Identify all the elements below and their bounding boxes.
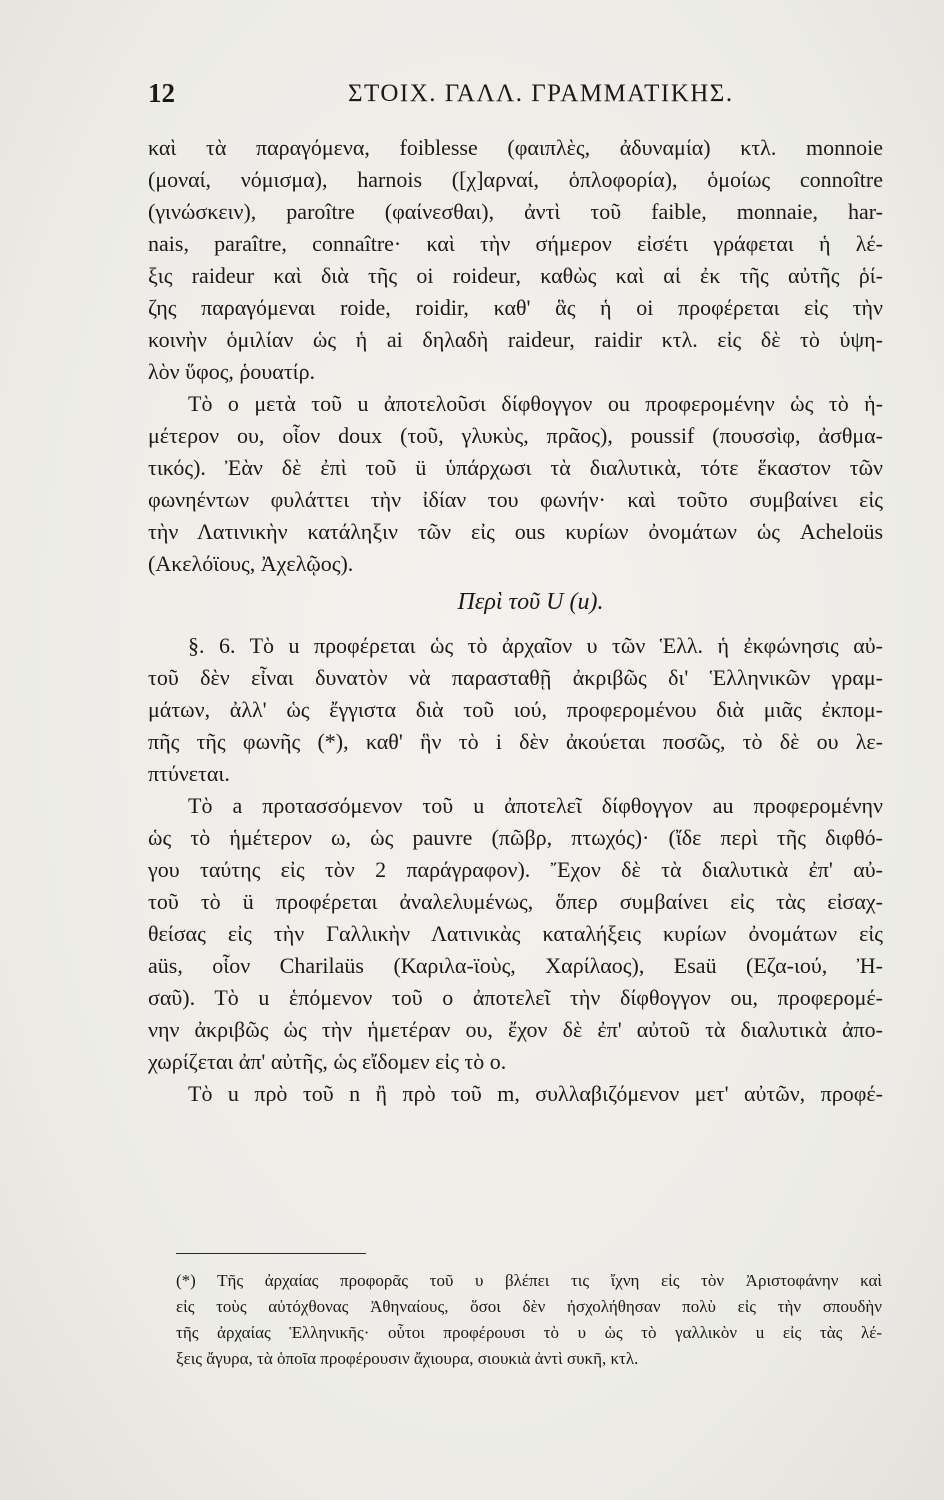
text-line: aüs, οἷον Charilaüs (Καριλα-ϊοὺς, Χαρίλαος), Esaü (Εζα-ιού, Ἠ-	[148, 953, 883, 978]
text-line: τοῦ δὲν εἶναι δυνατὸν νὰ παρασταθῇ ἀκριβῶς δι' Ἑλληνικῶν γραμ-	[148, 665, 883, 690]
text-line: κοινὴν ὁμιλίαν ὡς ἡ ai δηλαδὴ raideur, raidir κτλ. εἰς δὲ τὸ ὑψη-	[148, 327, 883, 352]
text-line: καὶ τὰ παραγόμενα, foiblesse (φαιπλὲς, ἀδυναμία) κτλ. monnoie	[148, 135, 883, 160]
text-line: τικός). Ἐὰν δὲ ἐπὶ τοῦ ü ὑπάρχωσι τὰ διαλυτικὰ, τότε ἕκαστον τῶν	[148, 455, 883, 480]
spacer	[148, 618, 883, 630]
page-header	[148, 78, 848, 118]
text-line: ξις raideur καὶ διὰ τῆς oi roideur, καθὼς καὶ αἱ ἐκ τῆς αὐτῆς ῥί-	[148, 263, 883, 288]
text-line: πτύνεται.	[148, 761, 230, 786]
text-line: Τὸ o μετὰ τοῦ u ἀποτελοῦσι δίφθογγον ou προφερομένην ὡς τὸ ἡ-	[188, 391, 883, 416]
footnote	[176, 1268, 882, 1372]
footnote-divider	[176, 1253, 366, 1254]
text-line: (μοναί, νόμισμα), harnois ([χ]αρναί, ὁπλοφορία), ὁμοίως connoître	[148, 167, 883, 192]
text-line: §. 6. Τὸ u προφέρεται ὡς τὸ ἀρχαῖον υ τῶν Ἑλλ. ἡ ἐκφώνησις αὐ-	[188, 633, 883, 658]
text-line: θείσας εἰς τὴν Γαλλικὴν Λατινικὰς καταλήξεις κυρίων ὀνομάτων εἰς	[148, 921, 883, 946]
text-line: μέτερον ου, οἷον doux (τοῦ, γλυκὺς, πρᾶος), poussif (πουσσὶφ, ἀσθμα-	[148, 423, 883, 448]
text-line: (γινώσκειν), paroître (φαίνεσθαι), ἀντὶ τοῦ faible, monnaie, har-	[148, 199, 883, 224]
text-line: ὡς τὸ ἡμέτερον ω, ὡς pauvre (πῶβρ, πτωχός)· (ἴδε περὶ τῆς διφθό-	[148, 825, 883, 850]
text-line: λὸν ὕφος, ῥουατίρ.	[148, 359, 316, 384]
text-line: γου ταύτης εἰς τὸν 2 παράγραφον). Ἔχον δὲ τὰ διαλυτικὰ ἐπ' αὐ-	[148, 857, 883, 882]
text-line: φωνηέντων φυλάττει τὴν ἰδίαν του φωνήν· καὶ τοῦτο συμβαίνει εἰς	[148, 487, 883, 512]
section-title: Περὶ τοῦ U (u).	[457, 589, 604, 615]
text-line: τὴν Λατινικὴν κατάληξιν τῶν εἰς ous κυρίων ὀνομάτων ὡς Acheloüs	[148, 519, 883, 544]
footnote-line: εἰς τοὺς αὐτόχθονας Ἀθηναίους, ὅσοι δὲν ἠσχολήθησαν πολὺ εἰς τὴν σπουδὴν	[176, 1297, 882, 1316]
text-line: (Ακελόϊους, Ἀχελῷος).	[148, 551, 354, 576]
body-text	[148, 132, 883, 1110]
text-line: ζης παραγόμεναι roide, roidir, καθ' ἃς ἡ oi προφέρεται εἰς τὴν	[148, 295, 883, 320]
text-line: τοῦ τὸ ü προφέρεται ἀναλελυμένως, ὅπερ συμβαίνει εἰς τὰς εἰσαχ-	[148, 889, 883, 914]
text-line: Τὸ u πρὸ τοῦ n ἢ πρὸ τοῦ m, συλλαβιζόμενον μετ' αὐτῶν, προφέ-	[188, 1081, 883, 1106]
text-line: nais, paraître, connaître· καὶ τὴν σήμερον εἰσέτι γράφεται ἡ λέ-	[148, 231, 883, 256]
text-line: Τὸ a προτασσόμενον τοῦ u ἀποτελεῖ δίφθογγον au προφερομένην	[188, 793, 883, 818]
text-line: νην ἀκριβῶς ὡς τὴν ἡμετέραν ου, ἔχον δὲ ἐπ' αὐτοῦ τὰ διαλυτικὰ ἀπο-	[148, 1017, 883, 1042]
text-line: σαῦ). Τὸ u ἑπόμενον τοῦ o ἀποτελεῖ τὴν δίφθογγον ou, προφερομέ-	[148, 985, 883, 1010]
footnote-line: τῆς ἀρχαίας Ἑλληνικῆς· οὗτοι προφέρουσι τὸ υ ὡς τὸ γαλλικὸν u εἰς τὰς λέ-	[176, 1323, 882, 1342]
footnote-line: (*) Τῆς ἀρχαίας προφορᾶς τοῦ υ βλέπει τις ἴχνη εἰς τὸν Ἀριστοφάνην καὶ	[176, 1271, 882, 1290]
page-number: 12	[148, 78, 175, 108]
footnote-line: ξεις ἄγυρα, τὰ ὁποῖα προφέρουσιν ἄχιουρα, σιουκιὰ ἀντὶ συκῆ, κτλ.	[176, 1349, 639, 1368]
text-line: μάτων, ἀλλ' ὡς ἔγγιστα διὰ τοῦ ιού, προφερομένου διὰ μιᾶς ἐκπομ-	[148, 697, 883, 722]
running-head: ΣΤΟΙΧ. ΓΑΛΛ. ΓΡΑΜΜΑΤΙΚΗΣ.	[348, 80, 734, 107]
text-line: πῆς τῆς φωνῆς (*), καθ' ἣν τὸ i δὲν ἀκούεται ποσῶς, τὸ δὲ ου λε-	[148, 729, 883, 754]
text-line: χωρίζεται ἀπ' αὐτῆς, ὡς εἴδομεν εἰς τὸ o.	[148, 1049, 507, 1074]
